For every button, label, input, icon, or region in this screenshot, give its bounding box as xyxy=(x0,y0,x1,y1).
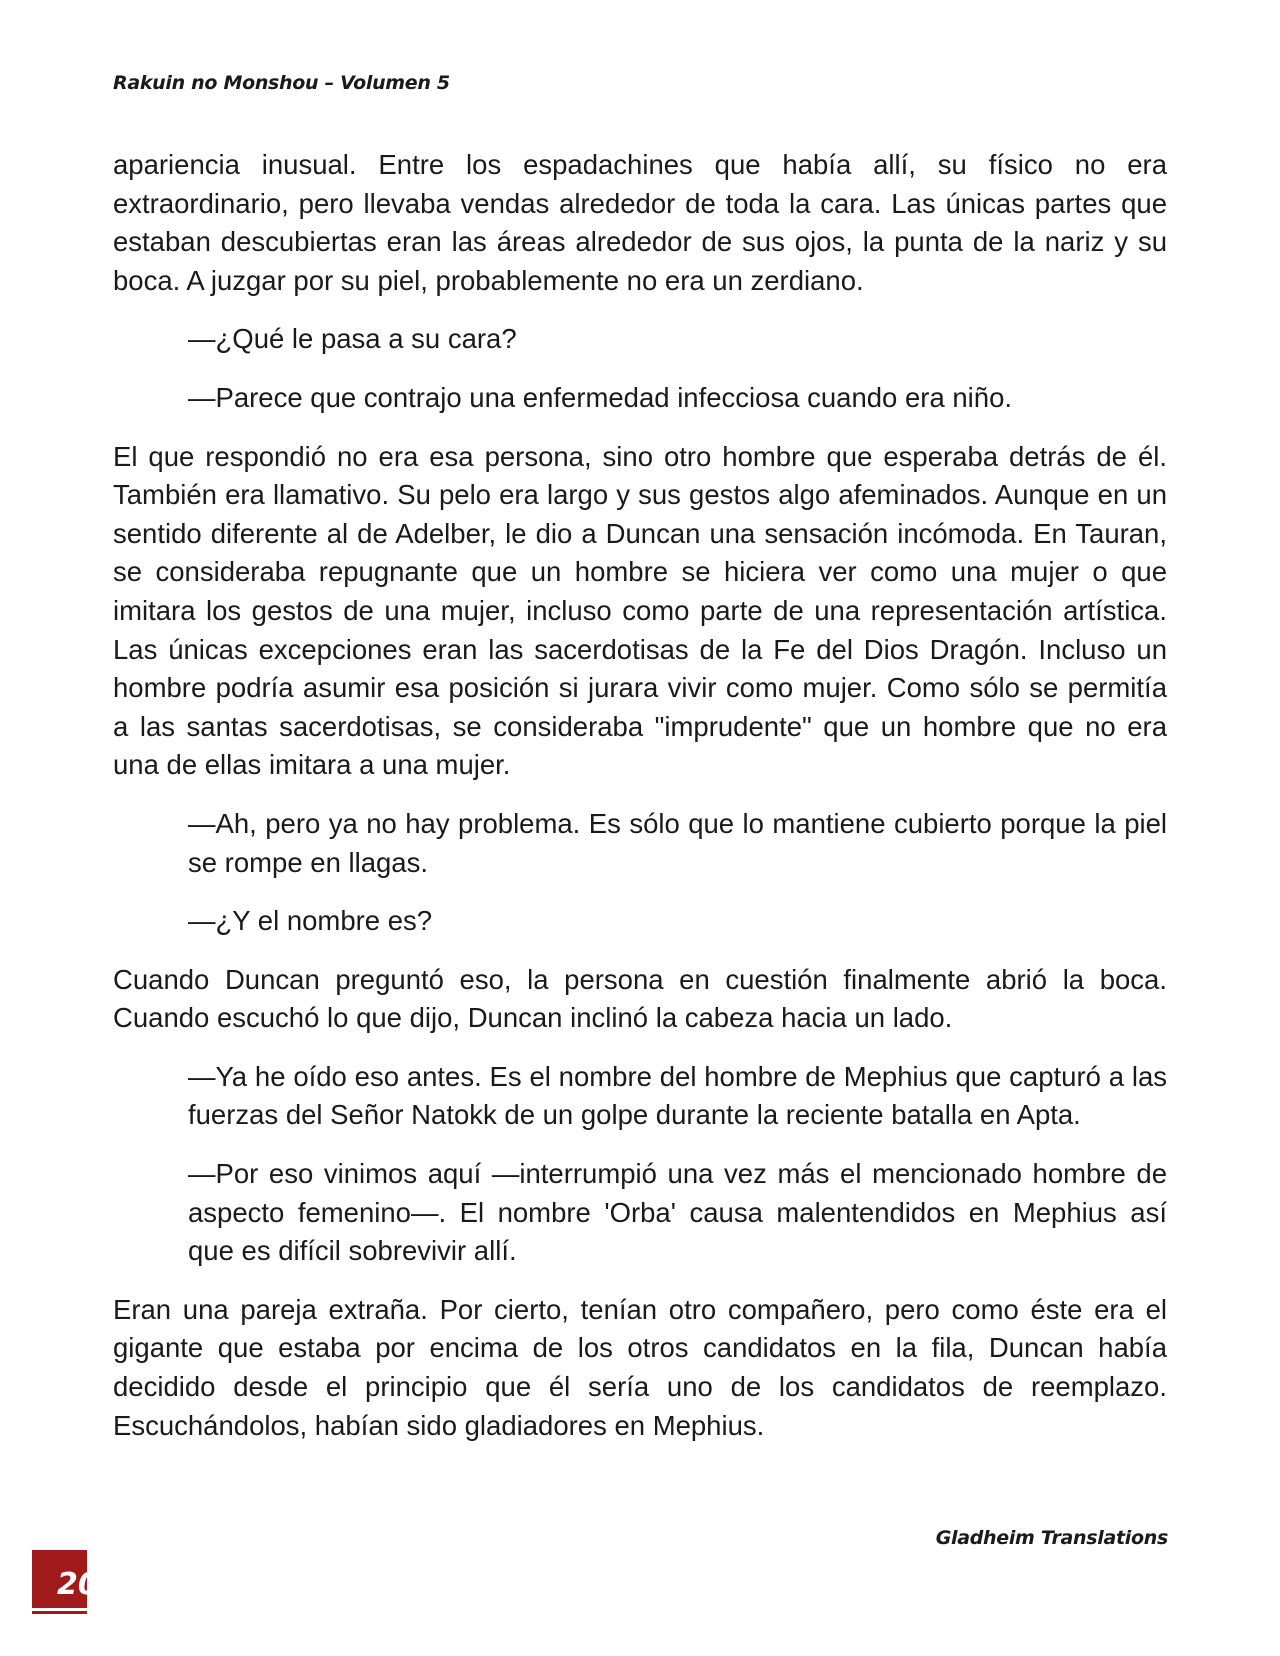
dialogue-line: —¿Qué le pasa a su cara? xyxy=(188,323,517,355)
dialogue-line: —Ah, pero ya no hay problema. Es sólo que lo mantiene cubierto porque la piel se rompe en llagas. xyxy=(188,807,1167,878)
dialogue-line: —Parece que contrajo una enfermedad infecciosa cuando era niño. xyxy=(188,381,1013,413)
page-number: 20 xyxy=(57,1567,99,1602)
paragraph: Eran una pareja extraña. Por cierto, tenían otro compañero, pero como éste era el gigante que estaba por encima de los otros candidatos en la fila, Duncan había decidido desde el principio que él sería uno de los candidatos de reemplazo. Escuchándolos, habían sido gladiadores en Mephius. xyxy=(113,1293,1167,1441)
dialogue-line: —¿Y el nombre es? xyxy=(188,905,433,937)
paragraph: Cuando Duncan preguntó eso, la persona en cuestión finalmente abrió la boca. Cuando escuchó lo que dijo, Duncan inclinó la cabeza hacia un lado. xyxy=(113,963,1167,1034)
page-number-badge xyxy=(32,1550,99,1614)
dialogue-line: —Ya he oído eso antes. Es el nombre del hombre de Mephius que capturó a las fuerzas del Señor Natokk de un golpe durante la reciente batalla en Apta. xyxy=(188,1060,1167,1131)
footer-credit: Gladheim Translations xyxy=(935,1527,1168,1549)
running-header: Rakuin no Monshou – Volumen 5 xyxy=(113,72,450,94)
paragraph: apariencia inusual. Entre los espadachines que había allí, su físico no era extraordinario, pero llevaba vendas alrededor de toda la cara. Las únicas partes que estaban descubiertas eran las áreas alrededor de sus ojos, la punta de la nariz y su boca. A juzgar por su piel, probablemente no era un zerdiano. xyxy=(113,149,1167,296)
page-number-underline xyxy=(32,1608,87,1611)
paragraph: El que respondió no era esa persona, sino otro hombre que esperaba detrás de él. También era llamativo. Su pelo era largo y sus gestos algo afeminados. Aunque en un sentido diferente al de Adelber, le dio a Duncan una sensación incómoda. En Tauran, se consideraba repugnante que un hombre se hiciera ver como una mujer o que imitara los gestos de una mujer, incluso como parte de una representación artística. Las únicas excepciones eran las sacerdotisas de la Fe del Dios Dragón. Incluso un hombre podría asumir esa posición si jurara vivir como mujer. Como sólo se permitía a las santas sacerdotisas, se consideraba "imprudente" que un hombre que no era una de ellas imitara a una mujer. xyxy=(113,440,1167,781)
page-body xyxy=(113,146,1167,1465)
dialogue-line: —Por eso vinimos aquí —interrumpió una vez más el mencionado hombre de aspecto femenino—. El nombre 'Orba' causa malentendidos en Mephius así que es difícil sobrevivir allí. xyxy=(188,1158,1167,1267)
